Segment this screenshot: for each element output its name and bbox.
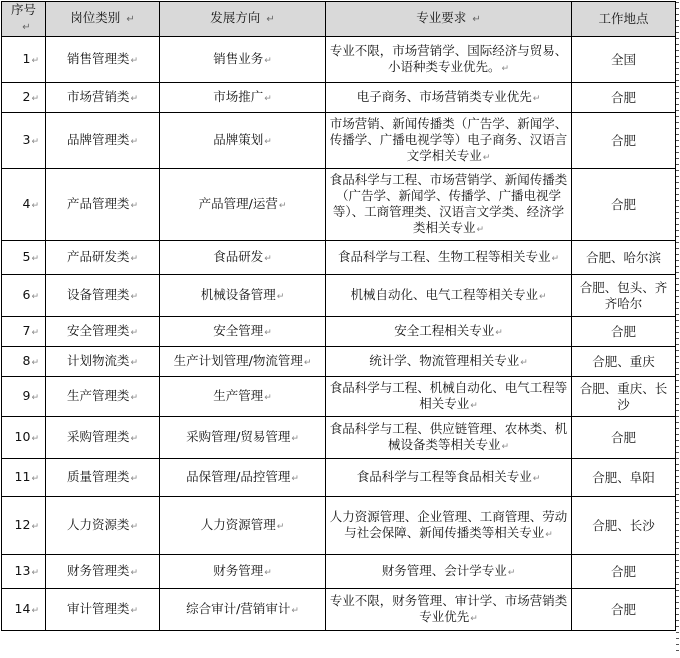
cell-direction-text: 食品研发 [213,248,264,264]
cell-direction-text: 生产管理 [213,387,264,403]
cell-requirement-text: 财务管理、会计学专业 [381,562,507,578]
cell-no: 6↵ [2,275,46,317]
cell-category-text: 品牌管理类 [66,131,130,147]
cell-location-text: 合肥、包头、齐齐哈尔 [579,279,668,311]
cell-category-text: 生产管理类 [66,387,130,403]
cell-requirement: 食品科学与工程、供应链管理、农林类、机械设备类等相关专业↵ [326,417,572,459]
cell-location-text: 合肥 [610,429,636,445]
cell-no-text: 10 [14,428,31,444]
cell-category-text: 产品研发类 [66,248,130,264]
table-row [2,37,676,83]
table-row [2,417,676,459]
cell-requirement: 食品科学与工程、机械自动化、电气工程等相关专业↵ [326,377,572,417]
cell-direction-text: 安全管理 [213,322,264,338]
cell-no-text: 11 [14,468,31,484]
table-row [2,459,676,497]
cell-direction: 财务管理↵ [160,555,326,589]
table-row [2,377,676,417]
cell-requirement: 专业不限，市场营销学、国际经济与贸易、小语种类专业优先。↵ [326,37,572,83]
cell-location [572,555,676,589]
cell-no-text: 4 [22,195,31,211]
cell-no-text: 6 [22,286,31,302]
cell-location-text: 合肥、重庆、长沙 [579,380,668,412]
cell-requirement: 安全工程相关专业↵ [326,317,572,347]
cell-requirement-text: 食品科学与工程等食品相关专业 [356,468,532,484]
table-row [2,589,676,631]
cell-location-text: 合肥、哈尔滨 [585,249,661,265]
cell-requirement: 食品科学与工程、生物工程等相关专业↵ [326,241,572,275]
table-row [2,497,676,555]
cell-no-text: 2 [22,88,31,104]
cell-direction: 机械设备管理↵ [160,275,326,317]
cell-direction: 品牌策划↵ [160,113,326,169]
cell-location-text: 合肥、长沙 [592,517,655,533]
cell-location [572,169,676,241]
cell-requirement: 电子商务、市场营销类专业优先↵ [326,83,572,113]
cell-location-text: 合肥、阜阳 [592,469,655,485]
cell-direction-text: 品牌策划 [213,131,264,147]
cell-location-text: 合肥 [610,89,636,105]
cell-no-text: 1 [22,50,31,66]
table-row [2,241,676,275]
cell-category: 安全管理类↵ [46,317,160,347]
cell-direction: 食品研发↵ [160,241,326,275]
table-row [2,317,676,347]
cell-location-text: 合肥 [610,323,636,339]
cell-category-text: 产品管理类 [66,195,130,211]
cell-category-text: 安全管理类 [66,322,130,338]
cell-direction-text: 机械设备管理 [200,286,276,302]
cell-direction: 安全管理↵ [160,317,326,347]
header-row [2,2,676,37]
cell-direction-text: 人力资源管理 [200,516,276,532]
cell-requirement: 食品科学与工程等食品相关专业↵ [326,459,572,497]
cell-no-text: 3 [22,131,31,147]
cell-no: 14↵ [2,589,46,631]
cell-no: 12↵ [2,497,46,555]
cell-requirement: 市场营销、新闻传播类（广告学、新闻学、传播学、广播电视学等）电子商务、汉语言文学相关专业↵ [326,113,572,169]
cell-requirement: 人力资源管理、企业管理、工商管理、劳动与社会保障、新闻传播类等相关专业↵ [326,497,572,555]
cell-category-text: 销售管理类 [66,50,130,66]
cell-direction-text: 销售业务 [213,50,264,66]
cell-no-text: 13 [14,562,31,578]
cell-requirement: 机械自动化、电气工程等相关专业↵ [326,275,572,317]
cell-category: 市场营销类↵ [46,83,160,113]
cell-direction-text: 综合审计/营销审计 [186,600,291,616]
cell-requirement-text: 专业不限，财务管理、审计学、市场营销类专业优先 [329,592,568,624]
cell-requirement: 专业不限，财务管理、审计学、市场营销类专业优先↵ [326,589,572,631]
cell-no: 11↵ [2,459,46,497]
cell-no-text: 8 [22,352,31,368]
cell-no: 4↵ [2,169,46,241]
cell-direction: 销售业务↵ [160,37,326,83]
table-row [2,347,676,377]
right-edge-dotted-guide [674,0,680,658]
cell-requirement-text: 食品科学与工程、市场营销学、新闻传播类（广告学、新闻学、传播学、广播电视学等）、工商管理类、汉语言文学类、经济学类相关专业 [329,171,568,235]
cell-category: 销售管理类↵ [46,37,160,83]
cell-no: 13↵ [2,555,46,589]
cell-requirement-text: 食品科学与工程、供应链管理、农林类、机械设备类等相关专业 [329,420,568,452]
cell-requirement-text: 统计学、物流管理相关专业 [369,352,520,368]
recruitment-table-container [1,1,676,631]
header-category: 岗位类别 ↵ [46,2,160,37]
cell-requirement: 食品科学与工程、市场营销学、新闻传播类（广告学、新闻学、传播学、广播电视学等）、工商管理类、汉语言文学类、经济学类相关专业↵ [326,169,572,241]
table-row [2,83,676,113]
header-no: 序号↵ [2,2,46,37]
cell-requirement: 统计学、物流管理相关专业↵ [326,347,572,377]
cell-requirement-text: 电子商务、市场营销类专业优先 [356,88,532,104]
cell-category-text: 设备管理类 [66,286,130,302]
cell-category-text: 计划物流类 [66,352,130,368]
cell-category: 设备管理类↵ [46,275,160,317]
cell-location [572,83,676,113]
header-direction: 发展方向 ↵ [160,2,326,37]
cell-location-text: 合肥、重庆 [592,353,655,369]
cell-category-text: 人力资源类 [66,516,130,532]
cell-location [572,347,676,377]
cell-direction: 生产管理↵ [160,377,326,417]
cell-category: 审计管理类↵ [46,589,160,631]
table-body [2,37,676,631]
cell-no: 5↵ [2,241,46,275]
cell-location [572,459,676,497]
cell-no: 9↵ [2,377,46,417]
cell-location [572,37,676,83]
cell-category-text: 质量管理类 [66,468,130,484]
cell-category: 产品管理类↵ [46,169,160,241]
cell-requirement: 财务管理、会计学专业↵ [326,555,572,589]
cell-category-text: 采购管理类 [66,428,130,444]
cell-category: 财务管理类↵ [46,555,160,589]
cell-no-text: 14 [14,600,31,616]
cell-no-text: 5 [22,248,31,264]
cell-category: 产品研发类↵ [46,241,160,275]
cell-no: 3↵ [2,113,46,169]
cell-requirement-text: 安全工程相关专业 [394,322,495,338]
cell-requirement-text: 机械自动化、电气工程等相关专业 [350,286,538,302]
header-location: 工作地点 [572,2,676,37]
cell-category: 品牌管理类↵ [46,113,160,169]
cell-requirement-text: 专业不限，市场营销学、国际经济与贸易、小语种类专业优先。 [329,42,568,74]
cell-requirement-text: 市场营销、新闻传播类（广告学、新闻学、传播学、广播电视学等）电子商务、汉语言文学相关专业 [329,115,568,163]
cell-location [572,317,676,347]
cell-location-text: 合肥 [610,563,636,579]
cell-direction-text: 产品管理/运营 [198,195,278,211]
cell-category: 生产管理类↵ [46,377,160,417]
cell-location [572,275,676,317]
cell-direction-text: 采购管理/贸易管理 [186,428,291,444]
table-row [2,275,676,317]
cell-location [572,241,676,275]
cell-category-text: 市场营销类 [66,88,130,104]
table-row [2,555,676,589]
cell-requirement-text: 人力资源管理、企业管理、工商管理、劳动与社会保障、新闻传播类等相关专业 [329,508,568,540]
cell-requirement-text: 食品科学与工程、机械自动化、电气工程等相关专业 [329,379,568,411]
table-row [2,169,676,241]
cell-location [572,377,676,417]
cell-category: 人力资源类↵ [46,497,160,555]
cell-no-text: 12 [14,516,31,532]
cell-no: 8↵ [2,347,46,377]
cell-no: 2↵ [2,83,46,113]
cell-location [572,417,676,459]
cell-location [572,589,676,631]
cell-location-text: 合肥 [610,132,636,148]
cell-no-text: 7 [22,322,31,338]
cell-direction-text: 市场推广 [213,88,264,104]
recruitment-table [1,1,676,631]
cell-no: 7↵ [2,317,46,347]
cell-direction: 综合审计/营销审计↵ [160,589,326,631]
cell-category-text: 审计管理类 [66,600,130,616]
cell-direction: 市场推广↵ [160,83,326,113]
cell-no-text: 9 [22,387,31,403]
cell-location-text: 合肥 [610,601,636,617]
cell-category: 采购管理类↵ [46,417,160,459]
cell-category: 质量管理类↵ [46,459,160,497]
cell-direction: 采购管理/贸易管理↵ [160,417,326,459]
cell-direction: 品保管理/品控管理↵ [160,459,326,497]
cell-direction-text: 生产计划管理/物流管理 [173,352,303,368]
header-requirement: 专业要求 ↵ [326,2,572,37]
cell-location-text: 全国 [610,51,636,67]
cell-direction: 生产计划管理/物流管理↵ [160,347,326,377]
cell-direction-text: 财务管理 [213,562,264,578]
table-row [2,113,676,169]
cell-category: 计划物流类↵ [46,347,160,377]
cell-direction: 人力资源管理↵ [160,497,326,555]
cell-direction-text: 品保管理/品控管理 [186,468,291,484]
cell-category-text: 财务管理类 [66,562,130,578]
cell-location [572,113,676,169]
cell-location [572,497,676,555]
cell-direction: 产品管理/运营↵ [160,169,326,241]
cell-no: 10↵ [2,417,46,459]
cell-requirement-text: 食品科学与工程、生物工程等相关专业 [337,248,551,264]
cell-no: 1↵ [2,37,46,83]
cell-location-text: 合肥 [610,196,636,212]
